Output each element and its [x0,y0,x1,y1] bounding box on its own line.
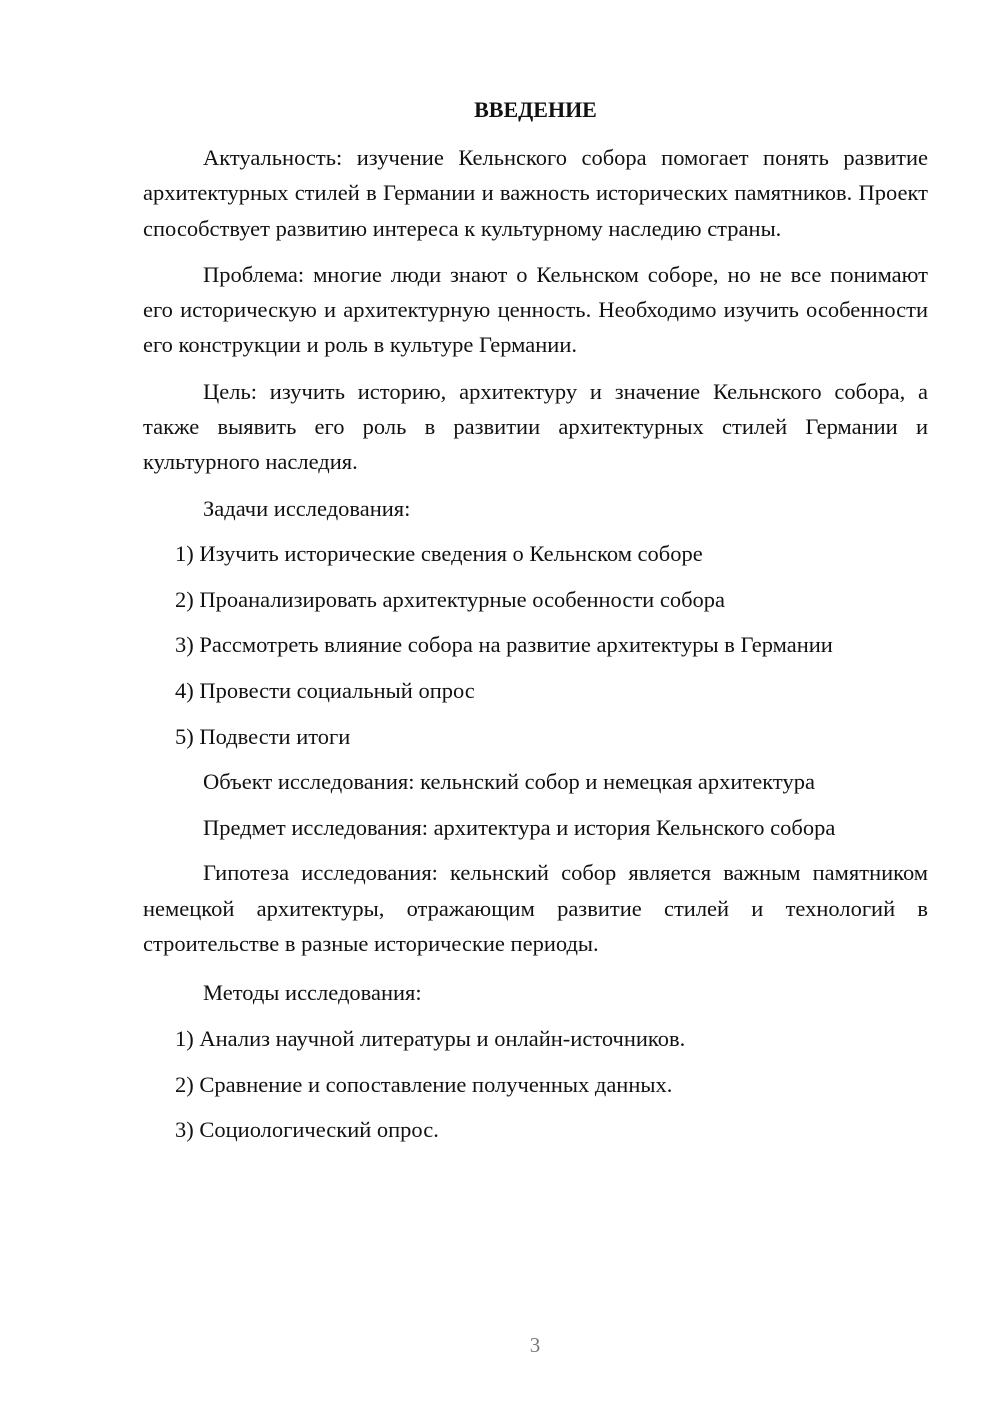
document-page [143,95,928,1158]
hypothesis-paragraph: Гипотеза исследования: кельнский собор является важным памятником немецкой архитектуры, отражающим развитие стилей и технологий в строительстве в разные исторические периоды. [143,860,928,957]
page-title: ВВЕДЕНИЕ [474,97,597,122]
task-item: 2) Проанализировать архитектурные особенности собора [175,586,725,612]
task-item: 1) Изучить исторические сведения о Кельнском соборе [175,541,703,567]
tasks-heading: Задачи исследования: [203,495,411,521]
task-item: 5) Подвести итоги [175,723,351,749]
methods-heading: Методы исследования: [203,980,422,1006]
method-item: 2) Сравнение и сопоставление полученных данных. [175,1071,673,1097]
problem-paragraph: Проблема: многие люди знают о Кельнском соборе, но не все понимают его историческую и архитектурную ценность. Необходимо изучить особенности его конструкции и роль в культуре Германии. [143,261,928,358]
task-item: 4) Провести социальный опрос [175,678,475,704]
page-number: 3 [529,1333,541,1357]
task-item: 3) Рассмотреть влияние собора на развитие архитектуры в Германии [175,632,833,658]
research-subject: Предмет исследования: архитектура и история Кельнского собора [203,814,836,840]
method-item: 1) Анализ научной литературы и онлайн-источников. [175,1025,686,1051]
goal-paragraph: Цель: изучить историю, архитектуру и значение Кельнского собора, а также выявить его роль в развитии архитектурных стилей Германии и культурного наследия. [143,378,928,475]
method-item: 3) Социологический опрос. [175,1117,439,1143]
research-object: Объект исследования: кельнский собор и немецкая архитектура [203,769,815,795]
relevance-paragraph: Актуальность: изучение Кельнского собора помогает понять развитие архитектурных стилей в Германии и важность исторических памятников. Проект способствует развитию интереса к культурному наследию страны. [143,145,928,241]
